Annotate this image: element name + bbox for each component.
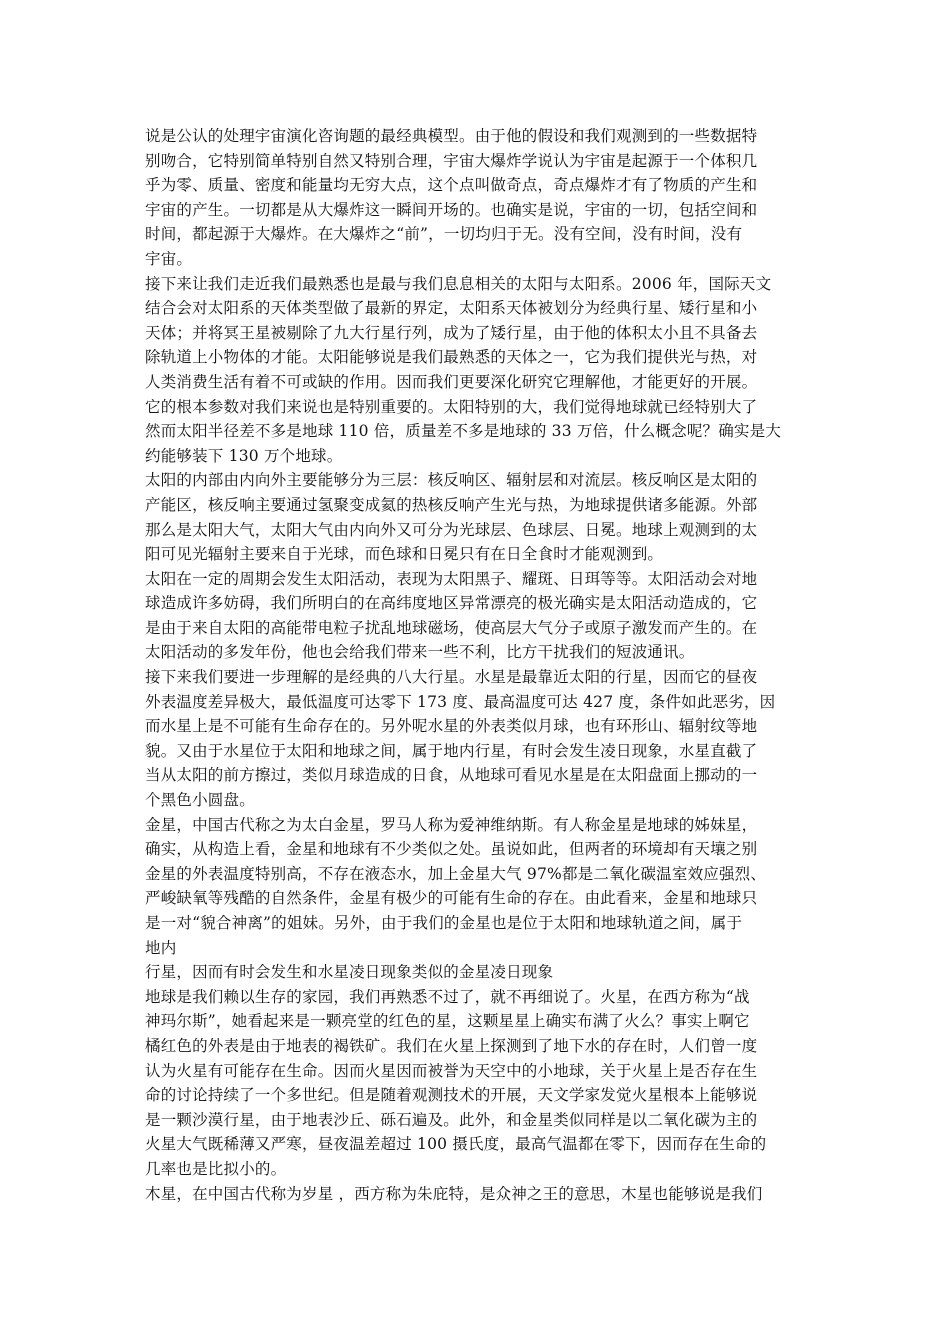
text-line: 太阳活动的多发年份，他也会给我们带来一些不利，比方干扰我们的短波通讯。 <box>145 643 695 662</box>
text-line: 是由于来自太阳的高能带电粒子扰乱地球磁场，使高层大气分子或原子激发而产生的。在 <box>145 618 758 637</box>
text-line: 几率也是比拟小的。 <box>145 1159 287 1178</box>
text-line: 宇宙的产生。一切都是从大爆炸这一瞬间开场的。也确实是说，宇宙的一切，包括空间和 <box>145 200 758 219</box>
text-line: 别吻合，它特别简单特别自然又特别合理，宇宙大爆炸学说认为宇宙是起源于一个体积几 <box>145 151 758 170</box>
text-line: 认为火星有可能存在生命。因而火星因而被誉为天空中的小地球，关于火星上是否存在生 <box>145 1061 758 1080</box>
text-line: 太阳在一定的周期会发生太阳活动，表现为太阳黑子、耀斑、日珥等等。太阳活动会对地 <box>145 569 758 588</box>
text-line: 确实，从构造上看，金星和地球有不少类似之处。虽说如此，但两者的环境却有天壤之别 <box>145 840 758 859</box>
text-line: 它的根本参数对我们来说也是特别重要的。太阳特别的大，我们觉得地球就已经特别大了 <box>145 397 758 416</box>
text-line: 木星，在中国古代称为岁星 ，西方称为朱庇特，是众神之王的意思，木星也能够说是我们 <box>145 1184 763 1203</box>
text-line: 是一对“貌合神离”的姐妹。另外，由于我们的金星也是位于太阳和地球轨道之间，属于 <box>145 914 743 932</box>
text-line: 金星，中国古代称之为太白金星，罗马人称为爱神维纳斯。有人称金星是地球的姊妹星， <box>145 815 758 834</box>
text-line: 人类消费生活有着不可或缺的作用。因而我们更要深化研究它理解他，才能更好的开展。 <box>145 372 758 391</box>
text-line: 外表温度差异极大，最低温度可达零下 173 度、最高温度可达 427 度，条件如此恶劣，因 <box>145 692 776 711</box>
text-line: 乎为零、质量、密度和能量均无穷大点，这个点叫做奇点，奇点爆炸才有了物质的产生和 <box>145 176 758 195</box>
text-line: 个黑色小圆盘。 <box>145 791 255 810</box>
text-line: 是一颗沙漠行星，由于地表沙丘、砾石遍及。此外，和金星类似同样是以二氧化碳为主的 <box>145 1110 758 1129</box>
text-line: 而水星上是不可能有生命存在的。另外呢水星的外表类似月球，也有环形山、辐射纹等地 <box>145 717 758 736</box>
text-line: 约能够装下 130 万个地球。 <box>145 446 343 465</box>
text-line: 地球是我们赖以生存的家园，我们再熟悉不过了，就不再细说了。火星，在西方称为“战 <box>145 987 750 1006</box>
text-line: 接下来让我们走近我们最熟悉也是最与我们息息相关的太阳与太阳系。2006 年，国际天文 <box>145 274 772 293</box>
text-line: 然而太阳半径差不多是地球 110 倍，质量差不多是地球的 33 万倍，什么概念呢？确实是大 <box>145 422 782 441</box>
text-line: 那么是太阳大气，太阳大气由内向外又可分为光球层、色球层、日冕。地球上观测到的太 <box>145 520 758 539</box>
text-line: 太阳的内部由内向外主要能够分为三层：核反响区、辐射层和对流层。核反响区是太阳的 <box>145 471 758 490</box>
text-line: 说是公认的处理宇宙演化咨询题的最经典模型。由于他的假设和我们观测到的一些数据特 <box>145 127 758 145</box>
text-line: 球造成许多妨碍，我们所明白的在高纬度地区异常漂亮的极光确实是太阳活动造成的，它 <box>145 594 758 613</box>
text-line: 除轨道上小物体的才能。太阳能够说是我们最熟悉的天体之一，它为我们提供光与热，对 <box>145 348 758 367</box>
text-line: 橘红色的外表是由于地表的褐铁矿。我们在火星上探测到了地下水的存在时，人们曾一度 <box>145 1036 758 1055</box>
text-line: 貌。又由于水星位于太阳和地球之间，属于地内行星，有时会发生凌日现象，水星直截了 <box>145 741 758 760</box>
text-line: 产能区，核反响主要通过氢聚变成氦的热核反响产生光与热，为地球提供诸多能源。外部 <box>145 495 758 514</box>
text-line: 地内 <box>145 938 177 957</box>
text-line: 火星大气既稀薄又严寒，昼夜温差超过 100 摄氏度，最高气温都在零下，因而存在生命的 <box>145 1135 767 1154</box>
body-text <box>145 124 810 1206</box>
text-line: 接下来我们要进一步理解的是经典的八大行星。水星是最靠近太阳的行星，因而它的昼夜 <box>145 668 758 687</box>
text-line: 阳可见光辐射主要来自于光球，而色球和日冕只有在日全食时才能观测到。 <box>145 545 664 564</box>
text-line: 当从太阳的前方擦过，类似月球造成的日食，从地球可看见水星是在太阳盘面上挪动的一 <box>145 766 758 785</box>
text-line: 金星的外表温度特别高，不存在液态水，加上金星大气 97%都是二氧化碳温室效应强烈、 <box>145 864 767 883</box>
text-line: 行星，因而有时会发生和水星凌日现象类似的金星凌日现象 <box>145 963 554 982</box>
text-line: 结合会对太阳系的天体类型做了最新的界定，太阳系天体被划分为经典行星、矮行星和小 <box>145 299 758 318</box>
text-line: 严峻缺氧等残酷的自然条件，金星有极少的可能有生命的存在。由此看来，金星和地球只 <box>145 889 758 908</box>
text-line: 宇宙。 <box>145 249 193 268</box>
text-line: 时间，都起源于大爆炸。在大爆炸之“前”，一切均归于无。没有空间，没有时间，没有 <box>145 225 743 244</box>
text-line: 神玛尔斯”，她看起来是一颗亮堂的红色的星，这颗星星上确实布满了火么？事实上啊它 <box>145 1012 750 1031</box>
text-line: 命的讨论持续了一个多世纪。但是随着观测技术的开展，天文学家发觉火星根本上能够说 <box>145 1086 758 1105</box>
text-line: 天体；并将冥王星被剔除了九大行星行列，成为了矮行星，由于他的体积太小且不具备去 <box>145 323 758 342</box>
